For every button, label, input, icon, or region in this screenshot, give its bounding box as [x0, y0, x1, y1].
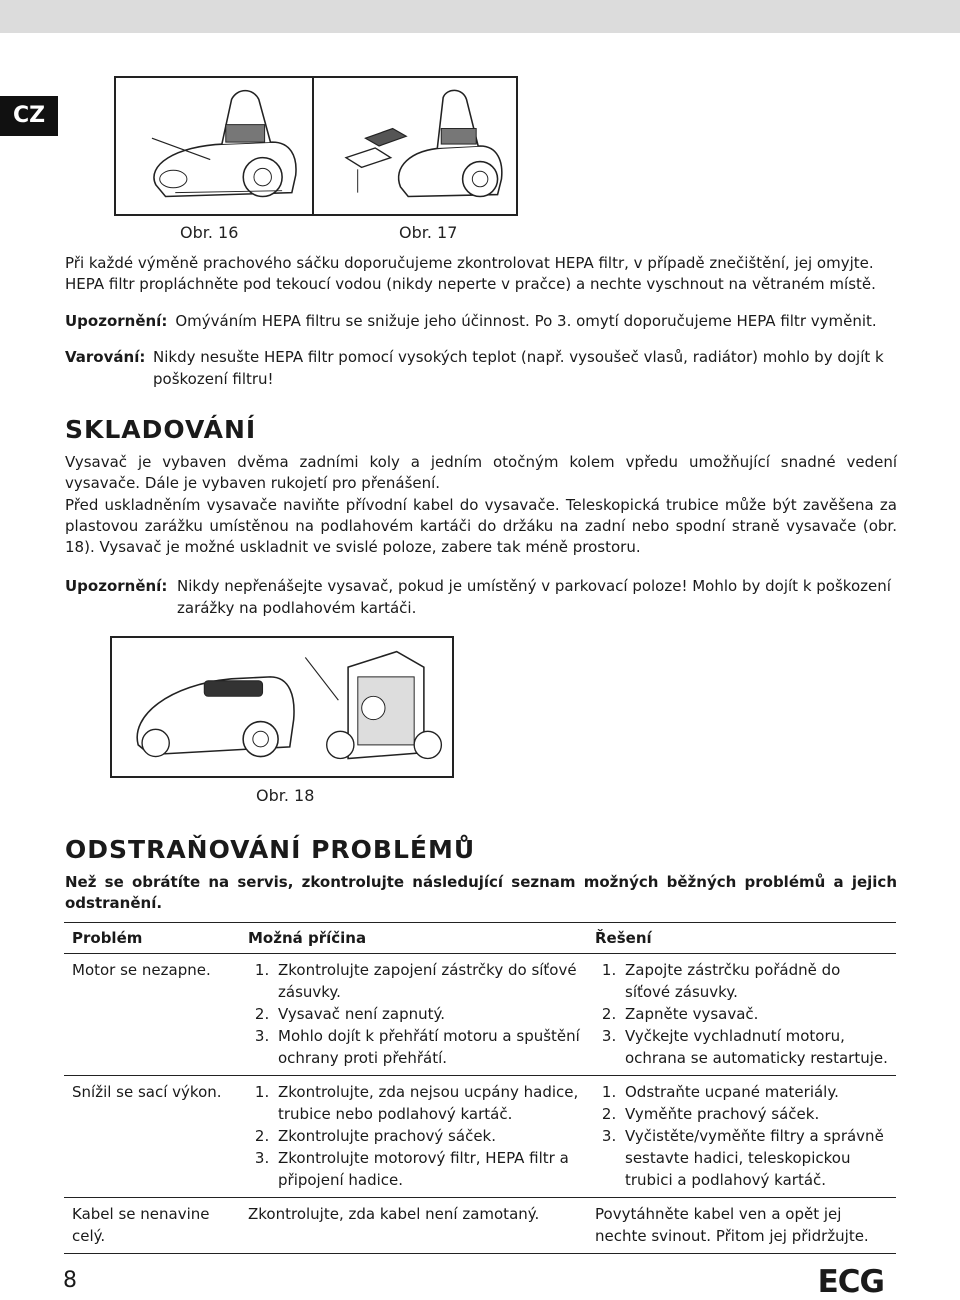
vacuum-hepa-filter-illustration — [314, 78, 516, 214]
solution-cell — [587, 954, 896, 1076]
notice-text: Omýváním HEPA filtru se snižuje jeho účinnost. Po 3. omytí doporučujeme HEPA filtr vyměnit. — [175, 312, 877, 330]
warning-text: Nikdy nesušte HEPA filtr pomocí vysokých teplot (např. vysoušeč vlasů, radiátor) mohlo by dojít k poškození filtru! — [153, 348, 884, 388]
storage-heading: SKLADOVÁNÍ — [65, 415, 257, 444]
list-item: 3. Zkontrolujte motorový filtr, HEPA filtr a připojení hadice. — [274, 1147, 581, 1191]
solution-cell — [587, 1076, 896, 1198]
storage-paragraph-2: Před uskladněním vysavače naviňte přívodní kabel do vysavače. Teleskopická trubice může být zavěšena za plastovou zarážku umístěnou na podlahovém kartáči do držáku na zadní nebo spodní straně vysavače (obr. 18). Vysavač je možné uskladnit ve svislé poloze, zabere tak méně prostoru. — [65, 496, 897, 556]
list-item: 3. Mohlo dojít k přehřátí motoru a spuštění ochrany proti přehřátí. — [274, 1025, 581, 1069]
list-item: 3. Vyčistěte/vyměňte filtry a správně sestavte hadici, teleskopickou trubici a podlahový kartáč. — [621, 1125, 890, 1191]
table-row — [64, 954, 896, 1076]
storage-paragraph-1: Vysavač je vybaven dvěma zadními koly a jedním otočným kolem vpředu umožňující snadné vedení vysavače. Dále je vybaven rukojetí pro přenášení. — [65, 453, 897, 492]
column-header-cause: Možná příčina — [240, 923, 587, 954]
list-item: 2. Zkontrolujte prachový sáček. — [274, 1125, 581, 1147]
list-item: 1. Zkontrolujte, zda nejsou ucpány hadice, trubice nebo podlahový kartáč. — [274, 1081, 581, 1125]
page-number: 8 — [63, 1268, 77, 1293]
troubleshooting-table — [64, 922, 896, 1254]
problem-cell: Motor se nezapne. — [64, 954, 240, 1076]
list-item: 1. Zkontrolujte zapojení zástrčky do síťové zásuvky. — [274, 959, 581, 1003]
list-item: 2. Vyměňte prachový sáček. — [621, 1103, 890, 1125]
table-header-row — [64, 923, 896, 954]
figure-16-caption: Obr. 16 — [180, 223, 239, 242]
cause-cell — [240, 954, 587, 1076]
list-item: 2. Zapněte vysavač. — [621, 1003, 890, 1025]
cause-cell: Zkontrolujte, zda kabel není zamotaný. — [240, 1198, 587, 1254]
column-header-solution: Řešení — [587, 923, 896, 954]
troubleshooting-heading: ODSTRAŇOVÁNÍ PROBLÉMŮ — [65, 835, 476, 864]
column-header-problem: Problém — [64, 923, 240, 954]
figure-16 — [114, 76, 322, 216]
list-item: 1. Zapojte zástrčku pořádně do síťové zásuvky. — [621, 959, 890, 1003]
notice-label: Upozornění: — [65, 577, 168, 595]
brand-logo: ECG — [817, 1264, 884, 1300]
warning-label: Varování: — [65, 348, 146, 366]
vacuum-storage-illustration — [112, 638, 452, 776]
language-tab: CZ — [0, 96, 58, 136]
hepa-paragraph: Při každé výměně prachového sáčku doporučujeme zkontrolovat HEPA filtr, v případě znečištění, jej omyjte. HEPA filtr propláchněte pod tekoucí vodou (nikdy neperte v pračce) a nechte vyschnout na větraném místě. — [65, 254, 876, 293]
table-row — [64, 1076, 896, 1198]
list-item: 1. Odstraňte ucpané materiály. — [621, 1081, 890, 1103]
vacuum-open-lid-illustration — [116, 78, 320, 214]
list-item: 2. Vysavač není zapnutý. — [274, 1003, 581, 1025]
problem-cell: Kabel se nenavine celý. — [64, 1198, 240, 1254]
cause-cell — [240, 1076, 587, 1198]
hepa-warning — [65, 346, 897, 390]
notice-text: Nikdy nepřenášejte vysavač, pokud je umístěný v parkovací poloze! Mohlo by dojít k poškození zarážky na podlahovém kartáči. — [177, 577, 891, 617]
solution-cell: Povytáhněte kabel ven a opět jej nechte svinout. Přitom jej přidržujte. — [587, 1198, 896, 1254]
table-row — [64, 1198, 896, 1254]
top-bar — [0, 0, 960, 33]
storage-notice — [65, 575, 897, 619]
hepa-notice — [65, 310, 897, 332]
figure-18 — [110, 636, 454, 778]
notice-label: Upozornění: — [65, 312, 168, 330]
list-item: 3. Vyčkejte vychladnutí motoru, ochrana se automaticky restartuje. — [621, 1025, 890, 1069]
problem-cell: Snížil se sací výkon. — [64, 1076, 240, 1198]
figure-18-caption: Obr. 18 — [256, 786, 315, 805]
troubleshooting-intro: Než se obrátíte na servis, zkontrolujte následující seznam možných běžných problémů a jejich odstranění. — [65, 873, 897, 912]
figure-17 — [312, 76, 518, 216]
figure-17-caption: Obr. 17 — [399, 223, 458, 242]
